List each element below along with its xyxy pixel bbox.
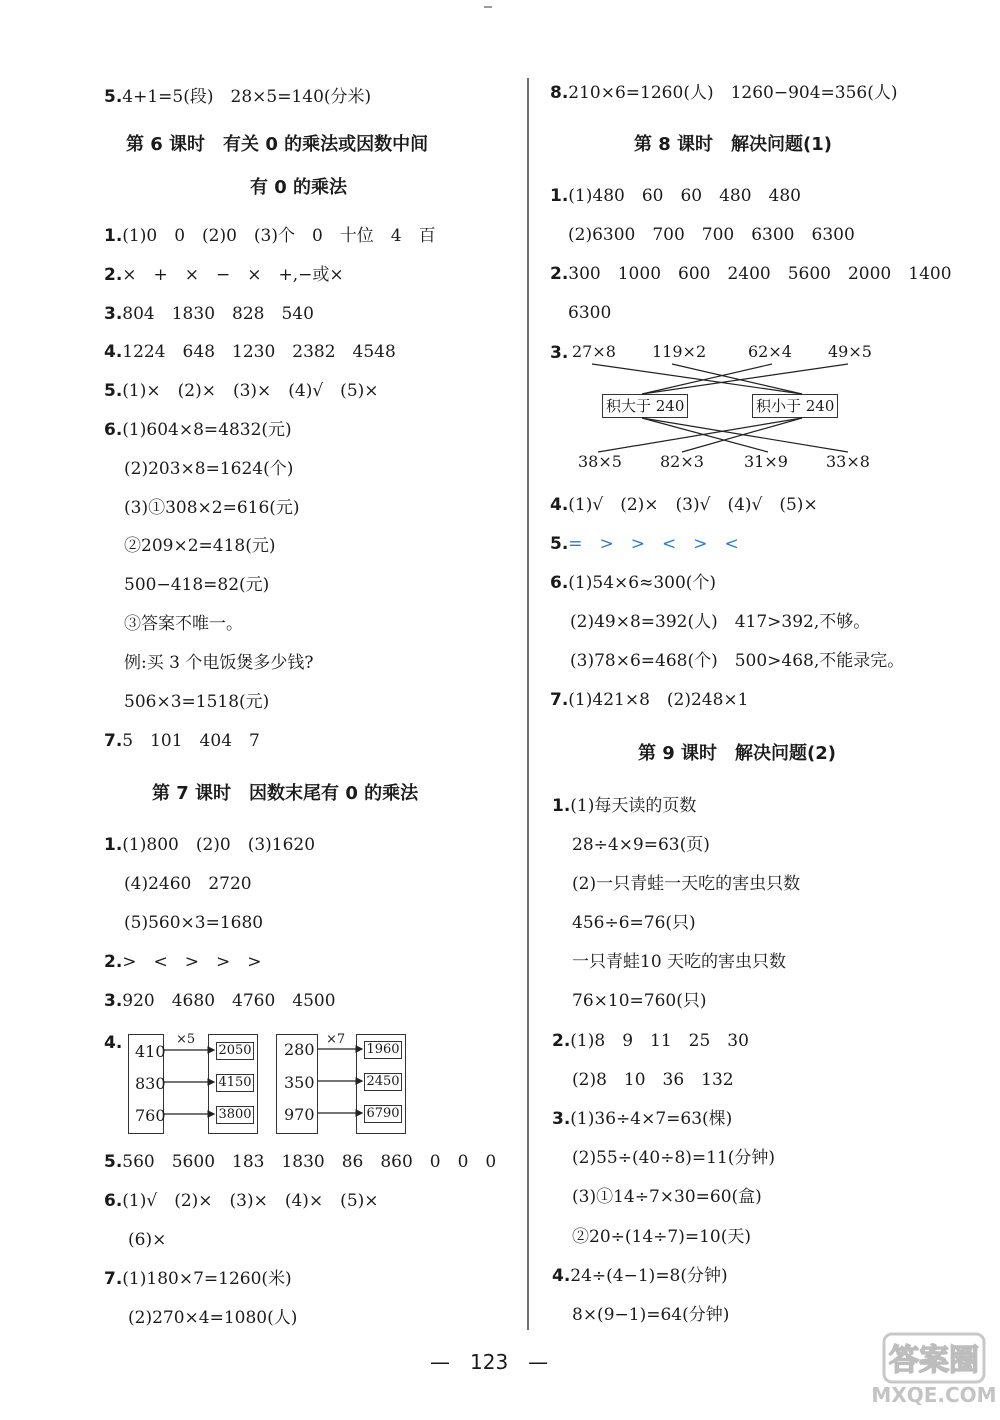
answer-line: 8×(9−1)=64(分钟)	[572, 1305, 730, 1325]
matching-figure	[572, 340, 892, 475]
answer-line: (2)203×8=1624(个)	[124, 459, 294, 479]
top-expression: 27×8	[572, 342, 616, 361]
watermark-text: 答案圈	[889, 1343, 979, 1378]
answer-line: ②20÷(14÷7)=10(天)	[572, 1227, 751, 1247]
section-heading-9: 第 9 课时 解决问题(2)	[638, 743, 837, 764]
bottom-expression: 31×9	[744, 452, 788, 471]
answer-line: 6.(1)604×8=4832(元)	[104, 420, 292, 440]
answer-line: 5.4+1=5(段) 28×5=140(分米)	[104, 87, 372, 107]
answer-line: 一只青蛙10 天吃的害虫只数	[572, 952, 787, 972]
top-expression: 119×2	[652, 342, 707, 361]
answer-line: (5)560×3=1680	[124, 913, 264, 933]
answer-line: 4.1224 648 1230 2382 4548	[104, 342, 396, 362]
page-number: — 123 —	[430, 1350, 549, 1374]
answer-line: 2.(1)8 9 11 25 30	[552, 1031, 749, 1051]
answer-line: (2)270×4=1080(人)	[128, 1308, 298, 1328]
answer-line: (2)8 10 36 132	[572, 1070, 734, 1090]
answer-line: ②209×2=418(元)	[124, 536, 276, 556]
answer-line: (3)78×6=468(个) 500>468,不能录完。	[570, 651, 905, 671]
mapping-figure	[128, 1030, 418, 1135]
greater-than-240-box: 积大于 240	[602, 394, 688, 418]
input-value: 410	[135, 1042, 166, 1061]
output-value: 2050	[216, 1042, 254, 1060]
answer-line: 4.24÷(4−1)=8(分钟)	[552, 1266, 728, 1286]
watermark-logo	[871, 1330, 997, 1410]
top-expression: 49×5	[828, 342, 872, 361]
match-line	[642, 418, 848, 452]
answer-line: (2)49×8=392(人) 417>392,不够。	[570, 612, 871, 632]
match-line	[592, 364, 802, 394]
bottom-expression: 82×3	[660, 452, 704, 471]
section-heading-8: 第 8 课时 解决问题(1)	[634, 134, 833, 155]
answer-line: 7.(1)421×8 (2)248×1	[550, 690, 749, 710]
answer-line: (4)2460 2720	[124, 874, 252, 894]
answer-line: 3.(1)36÷4×7=63(棵)	[552, 1109, 733, 1129]
answer-line: 1.(1)800 (2)0 (3)1620	[104, 835, 316, 855]
answer-line: (6)×	[128, 1230, 167, 1250]
matching-lines	[572, 340, 892, 475]
answer-line: 3.	[550, 343, 569, 363]
answer-line: 4.	[104, 1033, 123, 1053]
answer-line: 3.920 4680 4760 4500	[104, 991, 336, 1011]
output-value: 4150	[216, 1074, 254, 1092]
answer-line: 2.× + × − × +,−或×	[104, 265, 344, 285]
output-value: 3800	[216, 1106, 254, 1124]
watermark-url: MXQE.COM	[871, 1383, 997, 1407]
input-value: 760	[135, 1106, 166, 1125]
answer-line: (2)6300 700 700 6300 6300	[568, 225, 855, 245]
answer-line: 28÷4×9=63(页)	[572, 835, 710, 855]
bottom-expression: 33×8	[826, 452, 870, 471]
operator-label: ×7	[326, 1032, 346, 1047]
answer-line: 506×3=1518(元)	[124, 692, 270, 712]
top-expression: 62×4	[748, 342, 792, 361]
input-value: 970	[284, 1105, 315, 1124]
answer-line: 6.(1)√ (2)× (3)× (4)× (5)×	[104, 1191, 379, 1211]
less-than-240-box: 积小于 240	[752, 394, 838, 418]
answer-line: 6300	[568, 303, 612, 323]
answer-line: 7.5 101 404 7	[104, 731, 260, 751]
bottom-expression: 38×5	[578, 452, 622, 471]
match-line	[672, 364, 802, 394]
answer-line: 5.= > > < > <	[550, 534, 739, 554]
answer-line: 1.(1)0 0 (2)0 (3)个 0 十位 4 百	[104, 226, 436, 246]
answer-line: 2.> < > > >	[104, 952, 262, 972]
section-heading-7: 第 7 课时 因数末尾有 0 的乘法	[152, 783, 419, 804]
top-mark	[484, 6, 492, 8]
mapping-arrows	[128, 1030, 418, 1135]
answer-line: 3.804 1830 828 540	[104, 304, 314, 324]
input-value: 280	[284, 1040, 315, 1059]
operator-label: ×5	[176, 1032, 196, 1047]
input-value: 350	[284, 1073, 315, 1092]
answer-line: 76×10=760(只)	[572, 991, 707, 1011]
answer-line: 6.(1)54×6≈300(个)	[550, 573, 717, 593]
answer-line: (2)55÷(40÷8)=11(分钟)	[572, 1148, 776, 1168]
column-divider	[527, 78, 529, 1330]
answer-line: 456÷6=76(只)	[572, 913, 696, 933]
input-value: 830	[135, 1074, 166, 1093]
answer-line: 5.560 5600 183 1830 86 860 0 0 0	[104, 1152, 497, 1172]
answer-line: 8.210×6=1260(人) 1260−904=356(人)	[550, 83, 898, 103]
section-heading-6-cont: 有 0 的乘法	[250, 177, 348, 198]
answer-line: 500−418=82(元)	[124, 575, 270, 595]
answer-line: (3)①308×2=616(元)	[124, 498, 300, 518]
answer-line: 1.(1)480 60 60 480 480	[550, 186, 801, 206]
output-value: 1960	[364, 1041, 402, 1059]
output-value: 6790	[364, 1105, 402, 1123]
match-line	[642, 364, 772, 394]
output-value: 2450	[364, 1073, 402, 1091]
section-heading-6: 第 6 课时 有关 0 的乘法或因数中间	[126, 134, 429, 155]
answer-line: (2)一只青蛙一天吃的害虫只数	[572, 874, 801, 894]
answer-line: ③答案不唯一。	[124, 614, 243, 634]
answer-line: 4.(1)√ (2)× (3)√ (4)√ (5)×	[550, 495, 818, 515]
match-line	[642, 364, 848, 394]
answer-line: 1.(1)每天读的页数	[552, 796, 697, 816]
answer-line: 例:买 3 个电饭煲多少钱?	[124, 653, 314, 673]
answer-line: 2.300 1000 600 2400 5600 2000 1400	[550, 264, 952, 284]
answer-line: 5.(1)× (2)× (3)× (4)√ (5)×	[104, 381, 379, 401]
match-line	[642, 418, 768, 452]
answer-line: (3)①14÷7×30=60(盒)	[572, 1187, 762, 1207]
answer-line: 7.(1)180×7=1260(米)	[104, 1269, 292, 1289]
